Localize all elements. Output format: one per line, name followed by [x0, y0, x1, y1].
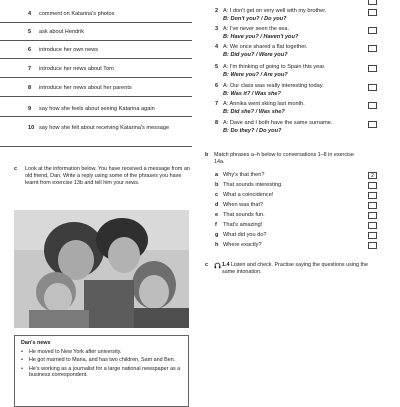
- conversation-prompt: A: Annika went skiing last month.: [223, 101, 305, 107]
- task-number: 5: [28, 29, 32, 35]
- task-text: say how she felt about receiving Katarina's message: [39, 125, 170, 131]
- answer-box[interactable]: [368, 27, 377, 34]
- conversation-item: [215, 101, 385, 117]
- task-number: 8: [28, 85, 32, 91]
- exercise-letter: c: [14, 166, 17, 172]
- phrase-answer-box[interactable]: [368, 202, 377, 209]
- task-number: 4: [28, 11, 32, 17]
- task-text: introduce her news about her parents: [39, 85, 132, 91]
- exercise-text: Match phrases a–h below to conversations 1–8 in exercise 14a.: [214, 152, 354, 165]
- conversation-item: [215, 44, 385, 60]
- exercise-text-body: Listen and check. Practise saying the questions using the same intonation.: [222, 262, 368, 275]
- answer-box[interactable]: [368, 45, 377, 52]
- conversation-prompt: A: I'm thinking of going to Spain this year.: [223, 64, 326, 70]
- bullet-icon: •: [21, 357, 23, 364]
- conversation-reply: B: Have you? / Haven't you?: [223, 34, 299, 40]
- exercise-text: [222, 262, 380, 276]
- news-title: Dan's news: [21, 340, 51, 346]
- phrase-text: Where exactly?: [223, 242, 262, 248]
- task-number: 7: [28, 66, 32, 72]
- conversation-prompt: A: I've never seen the sea.: [223, 26, 290, 32]
- conversation-prompt: A: Dave and I both have the same surname.: [223, 120, 333, 126]
- task-number: 10: [28, 125, 35, 131]
- phrase-answer-box[interactable]: [368, 192, 377, 199]
- phrase-letter: b: [215, 182, 219, 188]
- conversation-reply: [223, 0, 282, 1]
- answer-box[interactable]: [368, 102, 377, 109]
- phrase-answer-box[interactable]: [368, 242, 377, 249]
- conversation-number: 7: [215, 101, 219, 107]
- phrase-letter: e: [215, 212, 219, 218]
- phrase-answer-box[interactable]: [368, 232, 377, 239]
- answer-box[interactable]: [368, 9, 377, 16]
- news-item: [21, 349, 182, 356]
- conversation-prompt: A: We once shared a flat together.: [223, 44, 308, 50]
- task-number: 9: [28, 106, 32, 112]
- conversation-reply: B: Did she? / Was she?: [223, 109, 285, 115]
- conversation-item: [215, 0, 385, 8]
- news-item: [21, 366, 182, 379]
- task-text: introduce her news about Tom: [39, 66, 114, 72]
- task-row: [0, 116, 192, 147]
- news-item-text: He's working as a journalist for a large national newspaper as a business correspondent.: [29, 365, 181, 379]
- phrase-answer-box[interactable]: [368, 182, 377, 189]
- answer-box[interactable]: [368, 65, 377, 72]
- task-row: [0, 58, 192, 78]
- bullet-icon: •: [21, 365, 23, 372]
- exercise-letter: c: [205, 262, 208, 268]
- phrase-letter: f: [215, 222, 217, 228]
- conversation-reply: B: Don't you? / Do you?: [223, 16, 287, 22]
- bullet-icon: •: [21, 348, 23, 355]
- phrase-text: That's amazing!: [223, 222, 263, 228]
- answer-box[interactable]: [368, 0, 377, 5]
- phrase-letter: g: [215, 232, 219, 238]
- phrase-text: When was that?: [223, 202, 264, 208]
- conversation-number: 8: [215, 120, 219, 126]
- phrase-letter: c: [215, 192, 219, 198]
- family-photo: [14, 210, 189, 328]
- exercise-letter: b: [205, 152, 209, 158]
- task-row: [0, 4, 192, 23]
- phrase-answer-box[interactable]: [368, 212, 377, 219]
- task-row: [0, 77, 192, 97]
- conversation-prompt: A: I don't get on very well with my brother.: [223, 8, 327, 14]
- conversation-reply: B: Do they? / Do you?: [223, 128, 282, 134]
- conversation-reply: B: Was it? / Was she?: [223, 91, 281, 97]
- task-number: 6: [28, 47, 32, 53]
- left-column: [0, 0, 192, 400]
- headphones-icon: [214, 262, 221, 272]
- conversation-number: 4: [215, 44, 219, 50]
- conversation-item: [215, 64, 385, 80]
- news-item-text: He got married to Maria, and has two children, Sam and Ben.: [29, 357, 176, 364]
- phrase-letter: a: [215, 172, 219, 178]
- conversation-number: 2: [215, 8, 219, 14]
- conversation-reply: B: Did you? / Were you?: [223, 52, 288, 58]
- phrase-text: Why's that then?: [223, 172, 265, 178]
- task-row: [0, 22, 192, 41]
- answer-box[interactable]: [368, 84, 377, 91]
- conversation-item: [215, 8, 385, 24]
- phrase-text: That sounds fun.: [223, 212, 265, 218]
- conversation-number: 5: [215, 64, 219, 70]
- conversation-item: [215, 26, 385, 42]
- phrase-answer-box[interactable]: [368, 222, 377, 229]
- conversation-number: 6: [215, 83, 219, 89]
- conversation-number: 3: [215, 26, 219, 32]
- phrase-text: What did you do?: [223, 232, 267, 238]
- conversation-reply: B: Were you? / Are you?: [223, 72, 288, 78]
- dans-news-box: [14, 335, 189, 407]
- task-text: introduce her own news: [39, 47, 99, 53]
- conversation-item: [215, 83, 385, 99]
- phrase-answer-box[interactable]: 2: [368, 172, 377, 179]
- family-photo-image: [14, 210, 189, 328]
- track-number: 1.4: [222, 262, 230, 268]
- news-item-text: He moved to New York after university.: [29, 348, 122, 355]
- news-item: [21, 357, 182, 364]
- task-text: comment on Katarina's photos: [39, 11, 115, 17]
- task-text: say how she feels about seeing Katarina again: [39, 106, 155, 112]
- task-row: [0, 96, 192, 117]
- phrase-letter: d: [215, 202, 219, 208]
- conversation-item: [215, 120, 385, 136]
- news-list: [21, 349, 182, 379]
- phrase-text: That sounds interesting.: [223, 182, 283, 188]
- conversation-prompt: A: Our class was really interesting today.: [223, 83, 324, 89]
- phrase-letter: h: [215, 242, 219, 248]
- answer-box[interactable]: [368, 121, 377, 128]
- exercise-text: Look at the information below. You have received a message from an old friend, Dan. Write a reply using some of the phrases you have learnt from exercise 13b and tell him your news.: [25, 166, 190, 186]
- task-text: ask about Hendrik: [39, 29, 85, 35]
- task-row: [0, 40, 192, 59]
- phrase-text: What a coincidence!: [223, 192, 274, 198]
